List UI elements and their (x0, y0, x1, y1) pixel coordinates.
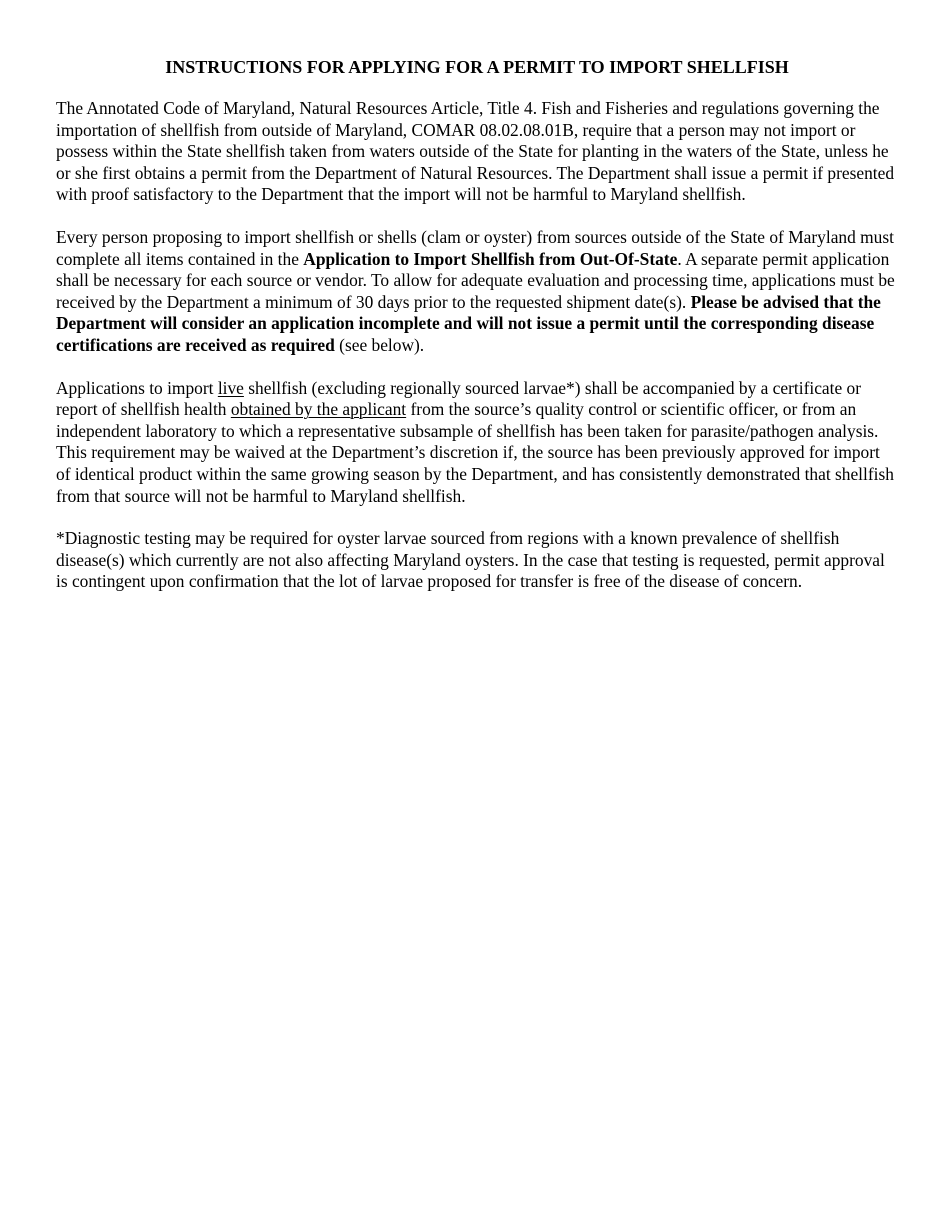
paragraph-text: (see below). (334, 334, 425, 355)
paragraph-text: Applications to import (56, 377, 218, 398)
paragraph-health-certificate (56, 378, 898, 508)
paragraph-text: . A separate permit application shall be necessary for each source or vendor. To allow for adequate evaluation and processing time, applications must be received by the Department a minimum of 30 days prior to the requested shipment date(s). (56, 248, 895, 312)
paragraph-text: Every person proposing to import shellfish or shells (clam or oyster) from sources outside of the State of Maryland must complete all items contained in the (56, 226, 894, 269)
paragraph-diagnostic-testing-footnote: *Diagnostic testing may be required for oyster larvae sourced from regions with a known prevalence of shellfish disease(s) which currently are not also affecting Maryland oysters. In the case that testing is requested, permit approval is contingent upon confirmation that the lot of larvae proposed for transfer is free of the disease of concern. (56, 528, 885, 592)
underlined-live: live (217, 377, 244, 398)
underlined-obtained-by-applicant: obtained by the applicant (230, 399, 407, 420)
paragraph-legal-basis: The Annotated Code of Maryland, Natural Resources Article, Title 4. Fish and Fisheries and regulations governing the importation of shellfish from outside of Maryland, COMAR 08.02.08.01B, require that a person may not import or possess within the State shellfish taken from waters outside of the State for planting in the waters of the State, unless he or she first obtains a permit from the Department of Natural Resources. The Department shall issue a permit if presented with proof satisfactory to the Department that the import will not be harmful to Maryland shellfish. (56, 98, 895, 205)
paragraph-text: shellfish (excluding regionally sourced larvae*) shall be accompanied by a certificate or report of shellfish health (56, 377, 862, 420)
paragraph-text: from the source’s quality control or scientific officer, or from an independent laboratory to which a representative subsample of shellfish has been taken for parasite/pathogen analysis. This requirement may be waived at the Department’s discretion if, the source has been previously approved for import of identical product within the same growing season by the Department, and has consistently demonstrated that shellfish from that source will not be harmful to Maryland shellfish. (56, 399, 894, 506)
paragraph-application-requirements (56, 227, 898, 357)
application-form-name: Application to Import Shellfish from Out-Of-State (303, 248, 678, 269)
document-page (56, 56, 898, 614)
page-title: INSTRUCTIONS FOR APPLYING FOR A PERMIT TO IMPORT SHELLFISH (165, 57, 789, 77)
incomplete-application-warning: Please be advised that the Department will consider an application incomplete and will not issue a permit until the corresponding disease certifications are received as required (56, 291, 881, 355)
